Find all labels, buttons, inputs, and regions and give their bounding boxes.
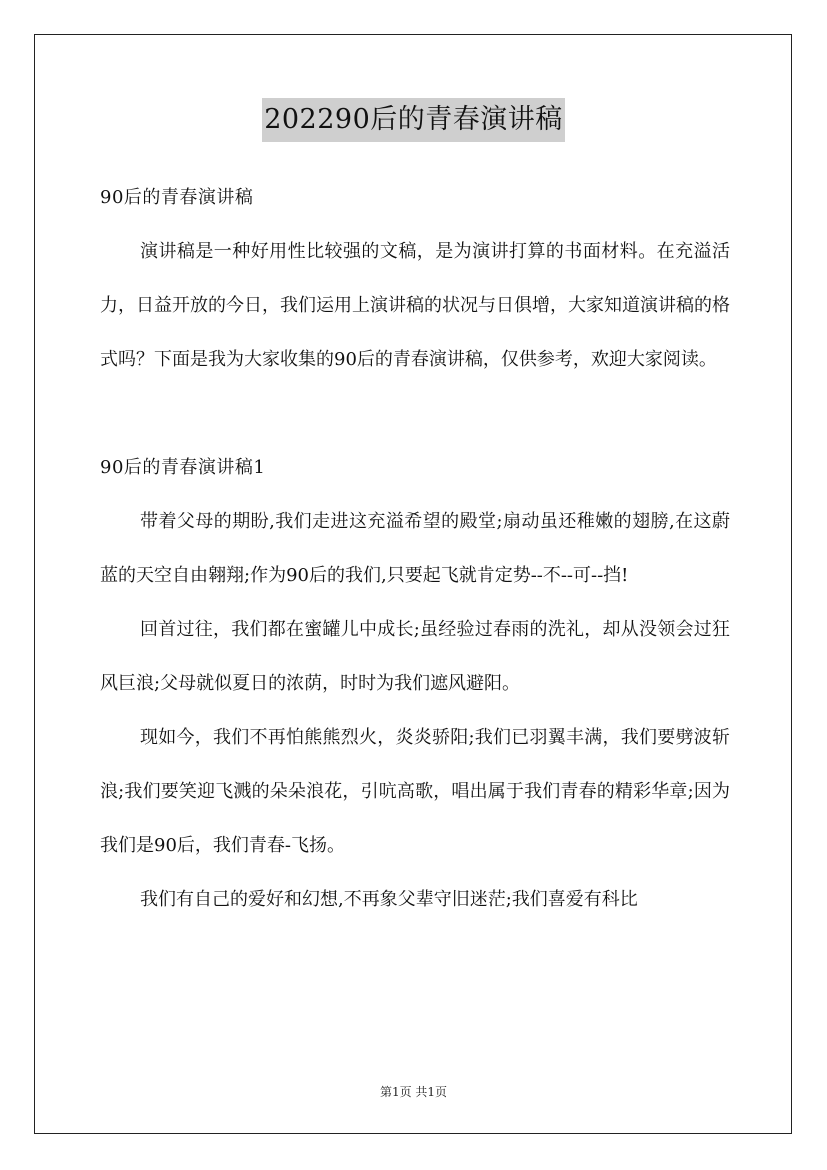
body-paragraph-2: 回首过往，我们都在蜜罐儿中成长;虽经验过春雨的洗礼，却从没领会过狂风巨浪;父母就似夏日的浓荫，时时为我们遮风避阳。 — [100, 619, 730, 694]
paragraph-gap — [100, 387, 730, 441]
intro-paragraph: 演讲稿是一种好用性比较强的文稿，是为演讲打算的书面材料。在充溢活力，日益开放的今日，我们运用上演讲稿的状况与日俱增，大家知道演讲稿的格式吗？下面是我为大家收集的90后的青春演讲稿，仅供参考，欢迎大家阅读。 — [100, 241, 730, 370]
intro-heading: 90后的青春演讲稿 — [100, 187, 254, 208]
body-paragraph-1: 带着父母的期盼,我们走进这充溢希望的殿堂;扇动虽还稚嫩的翅膀,在这蔚蓝的天空自由翱翔;作为90后的我们,只要起飞就肯定势--不--可--挡! — [100, 511, 730, 586]
body-paragraph-4: 我们有自己的爱好和幻想,不再象父辈守旧迷茫;我们喜爱有科比 — [140, 889, 638, 910]
body-paragraph-3: 现如今，我们不再怕熊熊烈火，炎炎骄阳;我们已羽翼丰满，我们要劈波斩浪;我们要笑迎飞溅的朵朵浪花，引吭高歌，唱出属于我们青春的精彩华章;因为我们是90后，我们青春-飞扬。 — [100, 727, 730, 856]
section-heading: 90后的青春演讲稿1 — [100, 457, 266, 478]
document-body — [100, 171, 730, 927]
page-number: 第1页 共1页 — [379, 1085, 448, 1099]
page-footer — [0, 1082, 827, 1102]
title-area — [0, 98, 827, 142]
document-title: 202290后的青春演讲稿 — [262, 98, 565, 142]
